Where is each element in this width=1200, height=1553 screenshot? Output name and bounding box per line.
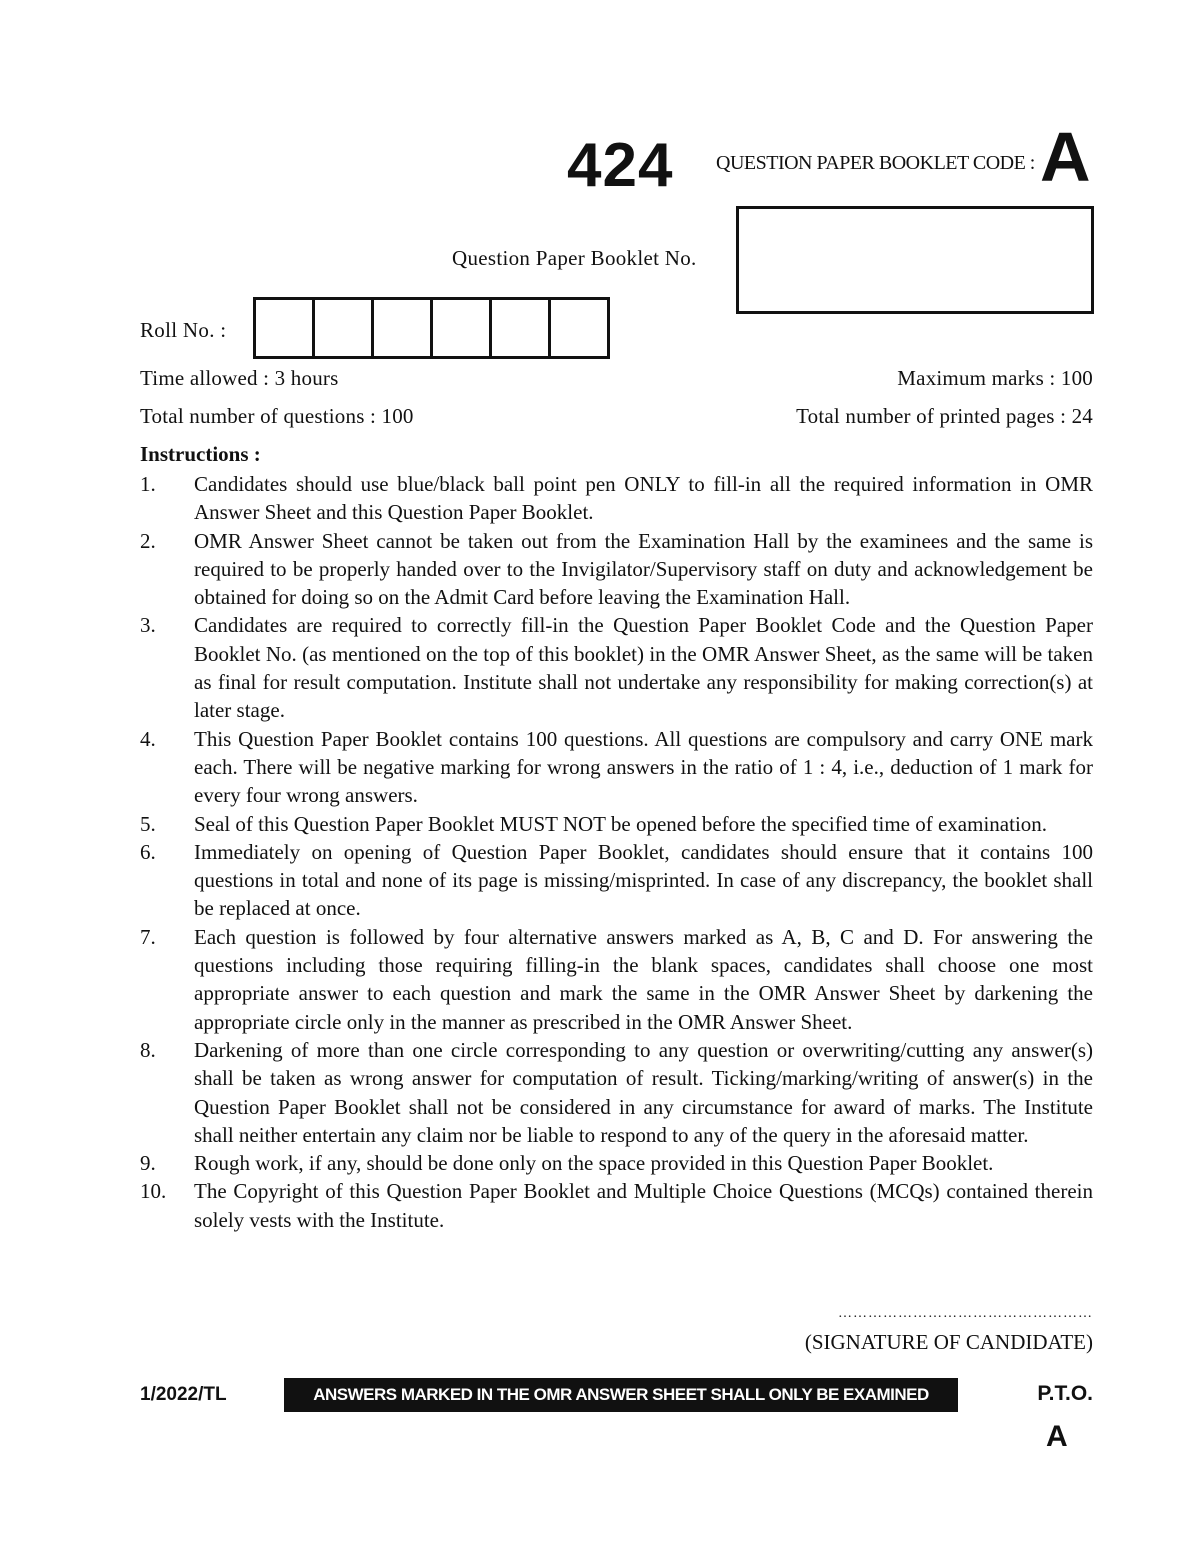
instruction-item [140,527,1093,612]
instruction-item [140,923,1093,1036]
instruction-text: The Copyright of this Question Paper Booklet and Multiple Choice Questions (MCQs) contained therein solely vests with the Institute. [194,1179,1093,1232]
instructions-list [140,470,1093,1234]
instruction-text: Candidates are required to correctly fill-in the Question Paper Booklet Code and the Question Paper Booklet No. (as mentioned on the top of this booklet) in the OMR Answer Sheet, as the same will be taken as final for result computation. Institute shall not undertake any responsibility for making correction(s) at later stage. [194,613,1093,723]
booklet-no-field[interactable] [736,206,1094,314]
roll-no-digit-box[interactable] [551,300,607,356]
roll-no-digit-box[interactable] [374,300,433,356]
instruction-item [140,1036,1093,1149]
instruction-text: Seal of this Question Paper Booklet MUST NOT be opened before the specified time of examination. [194,811,1048,836]
instruction-text: Each question is followed by four alternative answers marked as A, B, C and D. For answering the questions including those requiring filling-in the blank spaces, candidates shall choose one most appropriate answer to each question and mark the same in the OMR Answer Sheet by darkening the appropriate circle only in the manner as prescribed in the OMR Answer Sheet. [194,924,1093,1034]
total-pages: Total number of printed pages : 24 [796,404,1093,428]
meta-row-counts [140,404,1093,429]
instructions-heading: Instructions : [140,442,261,466]
roll-no-field[interactable] [253,297,610,359]
meta-row-time [140,366,1093,391]
instruction-number: 3. [140,613,156,638]
instruction-text: Immediately on opening of Question Paper Booklet, candidates should ensure that it contains 100 questions in total and none of its page is missing/misprinted. In case of any discrepancy, the booklet shall be replaced at once. [194,839,1093,921]
instruction-item [140,1149,1093,1177]
booklet-code: A [1040,118,1091,196]
signature-line: …………………………………………… [838,1306,1093,1321]
instruction-number: 7. [140,924,156,949]
booklet-code-label: QUESTION PAPER BOOKLET CODE : [716,152,1035,174]
signature-label: (SIGNATURE OF CANDIDATE) [804,1330,1093,1354]
instruction-number: 8. [140,1037,156,1062]
roll-no-label: Roll No. : [140,318,227,342]
instruction-number: 10. [140,1179,167,1204]
instruction-item [140,725,1093,810]
instruction-text: OMR Answer Sheet cannot be taken out from the Examination Hall by the examinees and the same is required to be properly handed over to the Invigilator/Supervisory staff on duty and acknowledgement be obtained for doing so on the Admit Card before leaving the Examination Hall. [194,528,1093,610]
instruction-text: This Question Paper Booklet contains 100 questions. All questions are compulsory and carry ONE mark each. There will be negative marking for wrong answers in the ratio of 1 : 4, i.e., deduction of 1 mark for every four wrong answers. [194,726,1093,808]
instruction-number: 1. [140,472,156,496]
instruction-number: 6. [140,839,156,864]
instruction-text: Candidates should use blue/black ball point pen ONLY to fill-in all the required information in OMR Answer Sheet and this Question Paper Booklet. [194,472,1093,525]
maximum-marks: Maximum marks : 100 [897,366,1093,390]
instruction-number: 4. [140,726,156,751]
instruction-number: 5. [140,811,156,836]
footer-booklet-code: A [1046,1420,1068,1453]
instruction-item [140,838,1093,923]
footer-reference: 1/2022/TL [140,1384,227,1405]
time-allowed: Time allowed : 3 hours [140,366,339,390]
instruction-number: 9. [140,1151,156,1176]
roll-no-digit-box[interactable] [256,300,315,356]
pto-label: P.T.O. [1037,1382,1093,1405]
total-questions: Total number of questions : 100 [140,404,414,428]
instruction-item [140,810,1093,838]
instruction-item [140,611,1093,724]
paper-code: 424 [567,131,674,200]
roll-no-digit-box[interactable] [433,300,492,356]
roll-no-digit-box[interactable] [492,300,551,356]
booklet-no-label: Question Paper Booklet No. [452,246,697,270]
instruction-text: Darkening of more than one circle corresponding to any question or overwriting/cutting any answer(s) shall be taken as wrong answer for computation of result. Ticking/marking/writing of answer(s) in the Question Paper Booklet shall not be considered in any circumstance for award of marks. The Institute shall neither entertain any claim nor be liable to respond to any of the query in the aforesaid matter. [194,1037,1093,1147]
roll-no-digit-box[interactable] [315,300,374,356]
instruction-item [140,470,1093,527]
instruction-number: 2. [140,528,156,553]
instruction-item [140,1177,1093,1234]
footer-banner: ANSWERS MARKED IN THE OMR ANSWER SHEET SHALL ONLY BE EXAMINED [284,1378,958,1412]
instruction-text: Rough work, if any, should be done only on the space provided in this Question Paper Booklet. [194,1151,994,1176]
